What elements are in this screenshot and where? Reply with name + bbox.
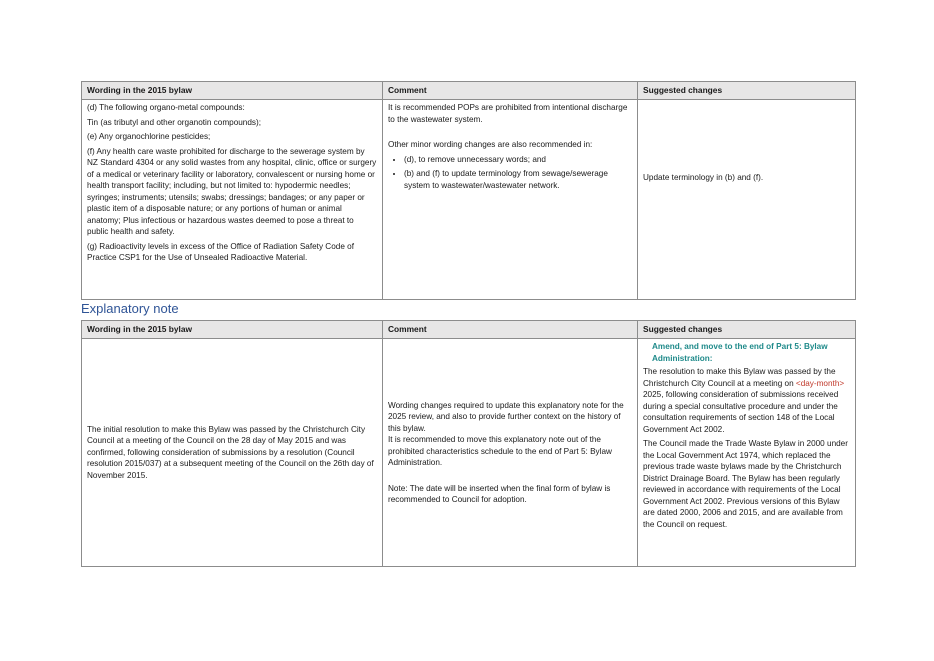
comment-minor-changes: Other minor wording changes are also recommended in: (388, 140, 593, 149)
wording-cell (82, 339, 383, 567)
suggested-change-text: Update terminology in (b) and (f). (643, 172, 764, 182)
comment-wording-changes: Wording changes required to update this explanatory note for the 2025 review, and also to provide further context on the history of this bylaw. (388, 400, 624, 433)
header-comment: Comment (383, 321, 638, 339)
resolution-text-end: 2025, following consideration of submissions received during a special consultative procedure and under the consultation requirements of section 148 of the Local Government Act 2002. (643, 390, 839, 434)
list-item: • (d), to remove unnecessary words; and (404, 154, 632, 166)
day-month-placeholder: <day-month> (795, 378, 845, 388)
clause-d: (d) The following organo-metal compounds: (87, 103, 245, 112)
suggested-changes-cell (638, 100, 856, 300)
header-wording: Wording in the 2015 bylaw (82, 82, 383, 100)
suggested-changes-cell (638, 339, 856, 567)
resolution-paragraph (643, 366, 850, 435)
clause-f: (f) Any health care waste prohibited for discharge to the sewerage system by NZ Standard 4304 or any solid wastes from any hospital, clinic, office or surgery of a medical or veterinary facility or laboratory, convalescent or nursing home or health transport facility; including, but not limited to: hypodermic needles; syringes; instruments; utensils; swabs; dressings; bandages; or any paper or plastic item of a disposable nature; or any portions of human or animal anatomy; Plus infectious or hazardous wastes deemed to pose a threat to public health and safety. (87, 146, 377, 236)
header-wording: Wording in the 2015 bylaw (82, 321, 383, 339)
header-suggested-changes: Suggested changes (638, 321, 856, 339)
prohibited-characteristics-table (81, 81, 856, 300)
clause-d-tin: Tin (as tributyl and other organotin compounds); (87, 117, 261, 127)
history-paragraph: The Council made the Trade Waste Bylaw in 2000 under the Local Government Act 1974, which replaced the previous trade waste bylaws made by the Christchurch District Drainage Board. The Bylaw has been regularly reviewed in accordance with requirements of the Local Government Act 2002. Previous versions of this Bylaw are dated 2000, 2006 and 2015, and are available from the Council on request. (643, 439, 848, 529)
comment-pops: It is recommended POPs are prohibited from intentional discharge to the wastewater system. (388, 103, 628, 124)
resolution-text-start: The resolution to make this Bylaw was passed by the Christchurch City Council at a meeting on (643, 367, 836, 388)
initial-resolution-text: The initial resolution to make this Bylaw was passed by the Christchurch City Council at a meeting of the Council on the 28 day of May 2015 and was confirmed, following consideration of submissions by a resolution (Council resolution 2015/037) at a subsequent meeting of the Council on the 26th day of November 2015. (87, 424, 374, 480)
comment-bullet-list (388, 154, 632, 192)
explanatory-note-table (81, 320, 856, 567)
comment-cell (383, 339, 638, 567)
list-item: • (b) and (f) to update terminology from sewage/sewerage system to wastewater/wastewater network. (404, 168, 632, 191)
amend-instruction: Amend, and move to the end of Part 5: Bylaw Administration: (652, 342, 828, 363)
header-comment: Comment (383, 82, 638, 100)
comment-date-note: Note: The date will be inserted when the final form of bylaw is recommended to Council for adoption. (388, 483, 611, 504)
wording-cell (82, 100, 383, 300)
section-heading: Explanatory note (81, 301, 179, 316)
clause-g: (g) Radioactivity levels in excess of the Office of Radiation Safety Code of Practice CSP1 for the Use of Unsealed Radioactive Material. (87, 241, 354, 262)
comment-cell (383, 100, 638, 300)
header-suggested-changes: Suggested changes (638, 82, 856, 100)
clause-e: (e) Any organochlorine pesticides; (87, 132, 211, 141)
comment-move-note: It is recommended to move this explanatory note out of the prohibited characteristics schedule to the end of Part 5: Bylaw Administration. (388, 435, 612, 467)
